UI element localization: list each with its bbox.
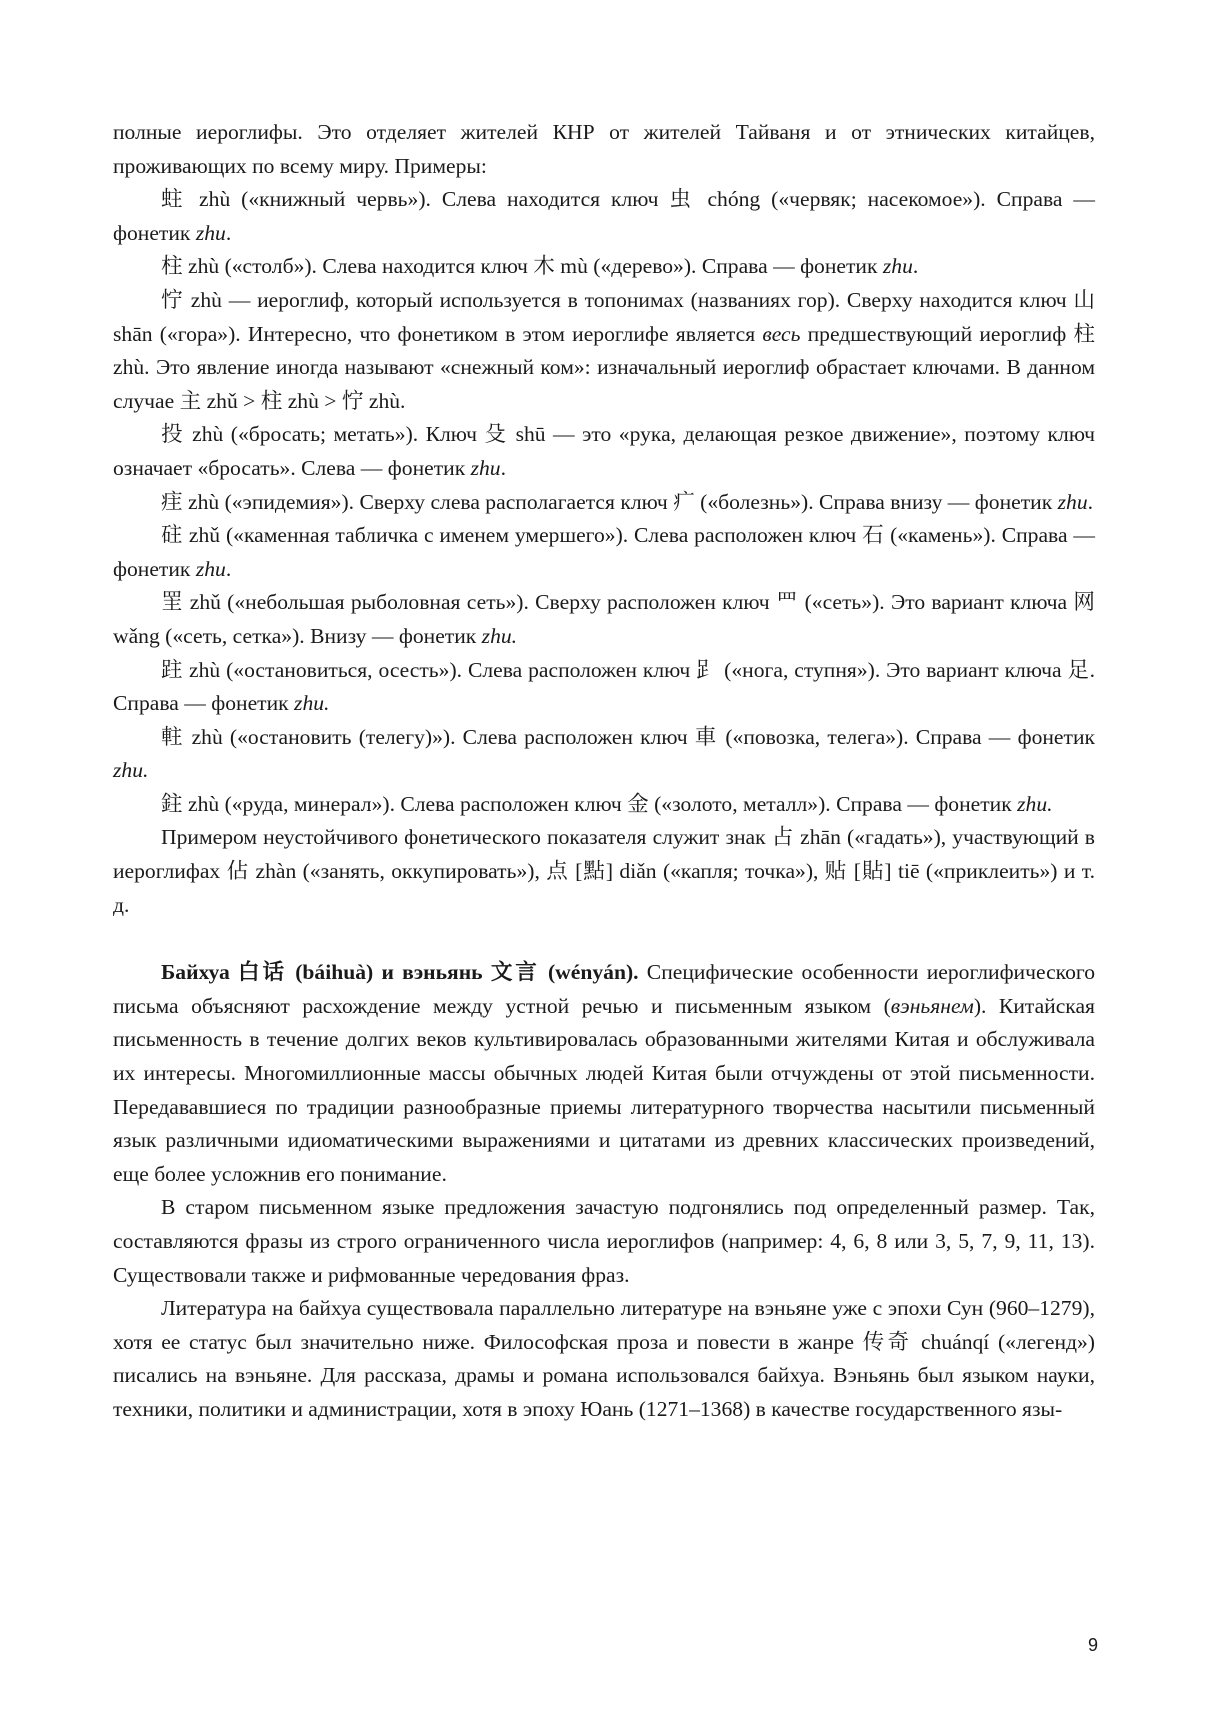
- paragraph: [113, 821, 1095, 922]
- text-run: 砫 zhǔ («каменная табличка с именем умершего»). Слева расположен ключ 石 («камень»). Справа — фонетик: [113, 523, 1095, 581]
- text-run: .: [225, 220, 232, 245]
- text-run: 㤖 zhù — иероглиф, который используется в топонимах (названиях гор). Сверху находится ключ 山 shān («гора»). Интересно, что фонетиком в этом иероглифе является: [113, 287, 1095, 346]
- italic-text: zhu.: [1017, 791, 1053, 816]
- text-run: 疰 zhù («эпидемия»). Сверху слева располагается ключ 疒 («болезнь»). Справа внизу — фонетик: [161, 489, 1058, 514]
- text-run: Литература на байхуа существовала параллельно литературе на вэньяне уже с эпохи Сун (960–1279), хотя ее статус был значительно ниже. Философская проза и повести в жанре 传奇 chuánqí («легенд») писались на вэньяне. Для рассказа, драмы и романа использовался байхуа. Вэньянь был языком науки, техники, политики и администрации, хотя в эпоху Юань (1271–1368) в качестве государственного язы-: [113, 1296, 1095, 1421]
- text-run: 罜 zhǔ («небольшая рыболовная сеть»). Сверху расположен ключ 罒 («сеть»). Это вариант ключа 网 wǎng («сеть, сетка»). Внизу — фонетик: [113, 590, 1095, 648]
- text-run: Специфические особенности иероглифического письма объясняют расхождение между устной речью и письменным языком (: [113, 960, 1095, 1018]
- text-run: 蛀 zhù («книжный червь»). Слева находится ключ 虫 chóng («червяк; насекомое»). Справа — фонетик: [113, 187, 1095, 245]
- paragraph: [113, 1292, 1095, 1426]
- text-run: Примером неустойчивого фонетического показателя служит знак 占 zhān («гадать»), участвующий в иероглифах 佔 zhàn («занять, оккупировать»), 点 [點] diǎn («капля; точка»), 贴 [貼] tiē («приклеить») и т. д.: [113, 825, 1095, 917]
- italic-text: zhu: [470, 455, 501, 480]
- paragraph: [113, 788, 1095, 822]
- text-run: .: [500, 455, 506, 480]
- text-run: В старом письменном языке предложения зачастую подгонялись под определенный размер. Так, составляются фразы из строго ограниченного числа иероглифов (например: 4, 6, 8 или 3, 5, 7, 9, 11, 13). Существовали также и рифмованные чередования фраз.: [113, 1195, 1095, 1287]
- italic-text: zhu: [1057, 489, 1088, 514]
- text-run: предшествующий иероглиф 柱 zhù. Это явление иногда называют «снежный ком»: изначальный иероглиф обрастает ключами. В данном случае 主 zhǔ > 柱 zhù > 㤖 zhù.: [113, 321, 1095, 413]
- italic-text: zhu.: [294, 691, 330, 716]
- italic-text: zhu.: [113, 758, 149, 783]
- italic-text: весь: [762, 321, 801, 346]
- text-run: 投 zhù («бросать; метать»). Ключ 殳 shū — это «рука, делающая резкое движение», поэтому ключ означает «бросать». Слева — фонетик: [113, 422, 1095, 480]
- text-run: 鉒 zhù («руда, минерал»). Слева расположен ключ 金 («золото, металл»). Справа — фонетик: [161, 791, 1018, 816]
- page-number: 9: [1087, 1635, 1098, 1655]
- italic-text: zhu: [195, 556, 226, 581]
- paragraph: [113, 519, 1095, 586]
- paragraph: [113, 284, 1095, 418]
- text-run: .: [225, 556, 232, 581]
- paragraph: [113, 116, 1095, 183]
- text-run: ). Китайская письменность в течение долгих веков культивировалась образованными жителями Китая и обслуживала их интересы. Многомиллионные массы обычных людей Китая были отчуждены от этой письменности. Передававшиеся по традиции разнообразные приемы литературного творчества насытили письменный язык различными идиоматическими выражениями и цитатами из древних классических произведений, еще более усложнив его понимание.: [113, 993, 1095, 1186]
- body-text: [113, 116, 1095, 1427]
- paragraph: [113, 1191, 1095, 1292]
- paragraph: [113, 183, 1095, 250]
- text-run: .: [912, 254, 919, 279]
- section-heading: Байхуа 白话 (báihuà) и вэньянь 文言 (wényán).: [161, 960, 639, 985]
- italic-text: zhu: [882, 254, 913, 279]
- text-run: .: [1087, 489, 1094, 514]
- paragraph: [113, 956, 1095, 1191]
- text-run: 軴 zhù («остановить (телегу)»). Слева расположен ключ 車 («повозка, телега»). Справа — фонетик: [161, 724, 1095, 749]
- paragraph: [113, 486, 1095, 520]
- paragraph: [113, 654, 1095, 721]
- paragraph: [113, 721, 1095, 788]
- italic-text: zhu: [195, 220, 226, 245]
- paragraph: [113, 250, 1095, 284]
- text-run: 柱 zhù («столб»). Слева находится ключ 木 mù («дерево»). Справа — фонетик: [161, 254, 883, 279]
- italic-text: zhu.: [481, 623, 518, 648]
- text-run: 跓 zhù («остановиться, осесть»). Слева расположен ключ 𧾷 («нога, ступня»). Это вариант ключа 足. Справа — фонетик: [113, 657, 1095, 716]
- paragraph: [113, 586, 1095, 653]
- paragraph: [113, 418, 1095, 485]
- italic-text: вэньянем: [890, 993, 974, 1018]
- text-run: полные иероглифы. Это отделяет жителей КНР от жителей Тайваня и от этнических китайцев, проживающих по всему миру. Примеры:: [113, 120, 1095, 178]
